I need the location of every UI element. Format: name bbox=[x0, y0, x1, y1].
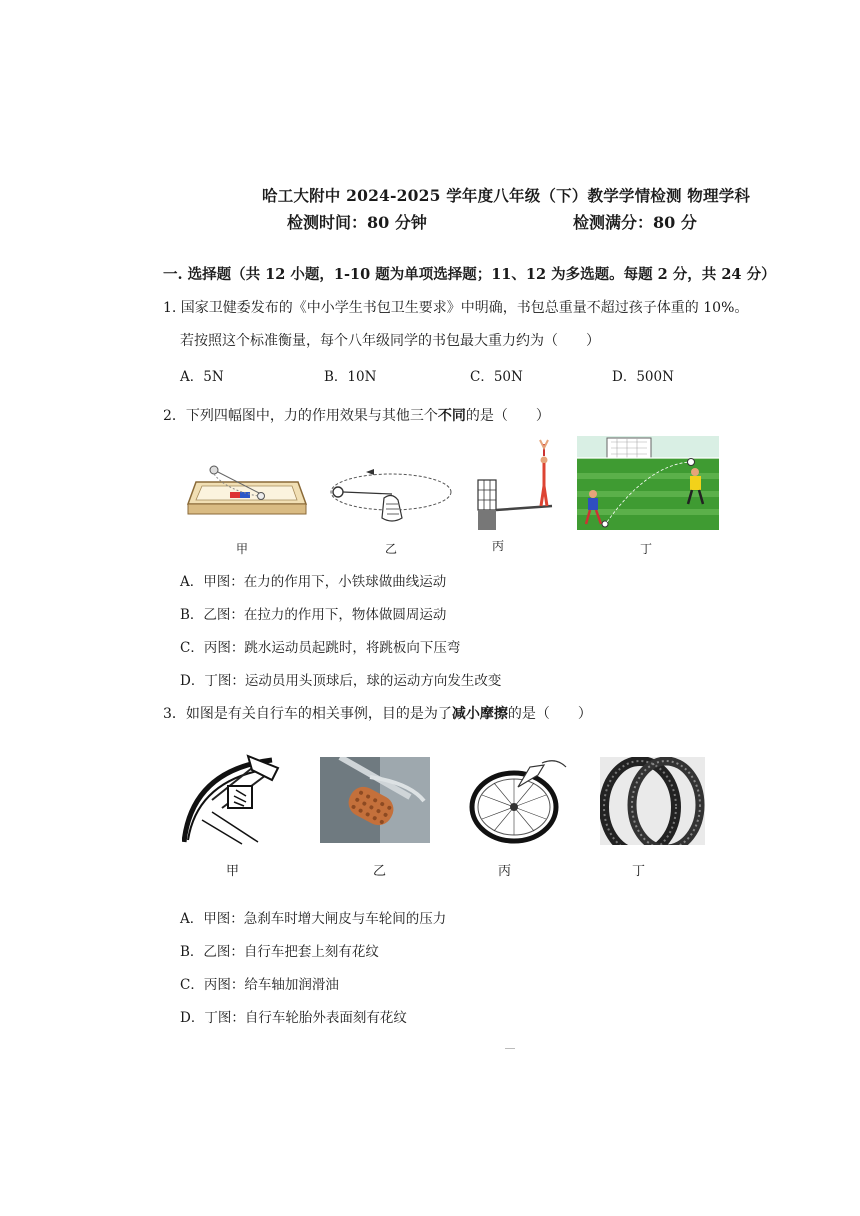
exam-time: 检测时间：80 分钟 bbox=[287, 213, 427, 232]
q3-stem bbox=[163, 703, 592, 723]
q3-option-c: C．丙图：给车轴加润滑油 bbox=[180, 977, 339, 993]
q2-figure-yi bbox=[326, 468, 456, 530]
q2-figure-ding bbox=[577, 436, 719, 530]
q3-stem-post: 的是（ ） bbox=[507, 706, 592, 722]
q2-caption-bing: 丙 bbox=[492, 539, 505, 553]
q3-figure-jia bbox=[182, 750, 282, 845]
q3-option-a: A．甲图：急刹车时增大闸皮与车轮间的压力 bbox=[180, 911, 447, 927]
q2-figure-jia bbox=[186, 462, 308, 532]
q3-caption-yi: 乙 bbox=[373, 864, 387, 879]
q1-option-d: D．500N bbox=[612, 369, 674, 385]
q3-stem-bold: 减小摩擦 bbox=[451, 706, 508, 722]
q1-stem-line2: 若按照这个标准衡量，每个八年级同学的书包最大重力约为（ ） bbox=[180, 333, 600, 349]
q2-stem-post: 的是（ ） bbox=[465, 408, 550, 424]
q3-caption-ding: 丁 bbox=[632, 864, 646, 879]
exam-full-score: 检测满分：80 分 bbox=[573, 213, 697, 232]
q3-caption-jia: 甲 bbox=[226, 864, 240, 879]
exam-title: 哈工大附中 2024-2025 学年度八年级（下）教学学情检测 物理学科 bbox=[262, 186, 751, 205]
q2-option-b: B．乙图：在拉力的作用下，物体做圆周运动 bbox=[180, 607, 447, 623]
q1-option-b: B．10N bbox=[324, 369, 377, 385]
q3-figure-yi bbox=[320, 757, 430, 843]
q1-option-c: C．50N bbox=[470, 369, 523, 385]
q3-option-b: B．乙图：自行车把套上刻有花纹 bbox=[180, 944, 379, 960]
q2-caption-yi: 乙 bbox=[385, 542, 398, 556]
q3-figure-bing bbox=[468, 757, 568, 845]
section-title: 一. 选择题（共 12 小题，1-10 题为单项选择题；11、12 为多选题。每题 2 分，共 24 分） bbox=[163, 266, 776, 283]
q2-option-a: A．甲图：在力的作用下，小铁球做曲线运动 bbox=[180, 574, 447, 590]
q3-figure-ding bbox=[600, 757, 705, 845]
q3-caption-bing: 丙 bbox=[498, 864, 512, 879]
q2-caption-jia: 甲 bbox=[236, 542, 249, 556]
q2-caption-ding: 丁 bbox=[640, 542, 653, 556]
q2-option-c: C．丙图：跳水运动员起跳时，将跳板向下压弯 bbox=[180, 640, 461, 656]
q2-stem-bold: 不同 bbox=[437, 408, 466, 424]
q2-option-d: D．丁图：运动员用头顶球后，球的运动方向发生改变 bbox=[180, 673, 502, 689]
q1-option-a: A．5N bbox=[180, 369, 224, 385]
q2-stem bbox=[163, 405, 550, 425]
q1-stem-line1: 1. 国家卫健委发布的《中小学生书包卫生要求》中明确，书包总重量不超过孩子体重的 10%。 bbox=[163, 300, 749, 316]
q3-option-d: D．丁图：自行车轮胎外表面刻有花纹 bbox=[180, 1010, 407, 1026]
q2-stem-pre: 2．下列四幅图中，力的作用效果与其他三个 bbox=[163, 408, 438, 424]
q2-figure-bing bbox=[474, 436, 554, 532]
q3-stem-pre: 3．如图是有关自行车的相关事例，目的是为了 bbox=[163, 706, 452, 722]
page-mark bbox=[505, 1048, 515, 1049]
